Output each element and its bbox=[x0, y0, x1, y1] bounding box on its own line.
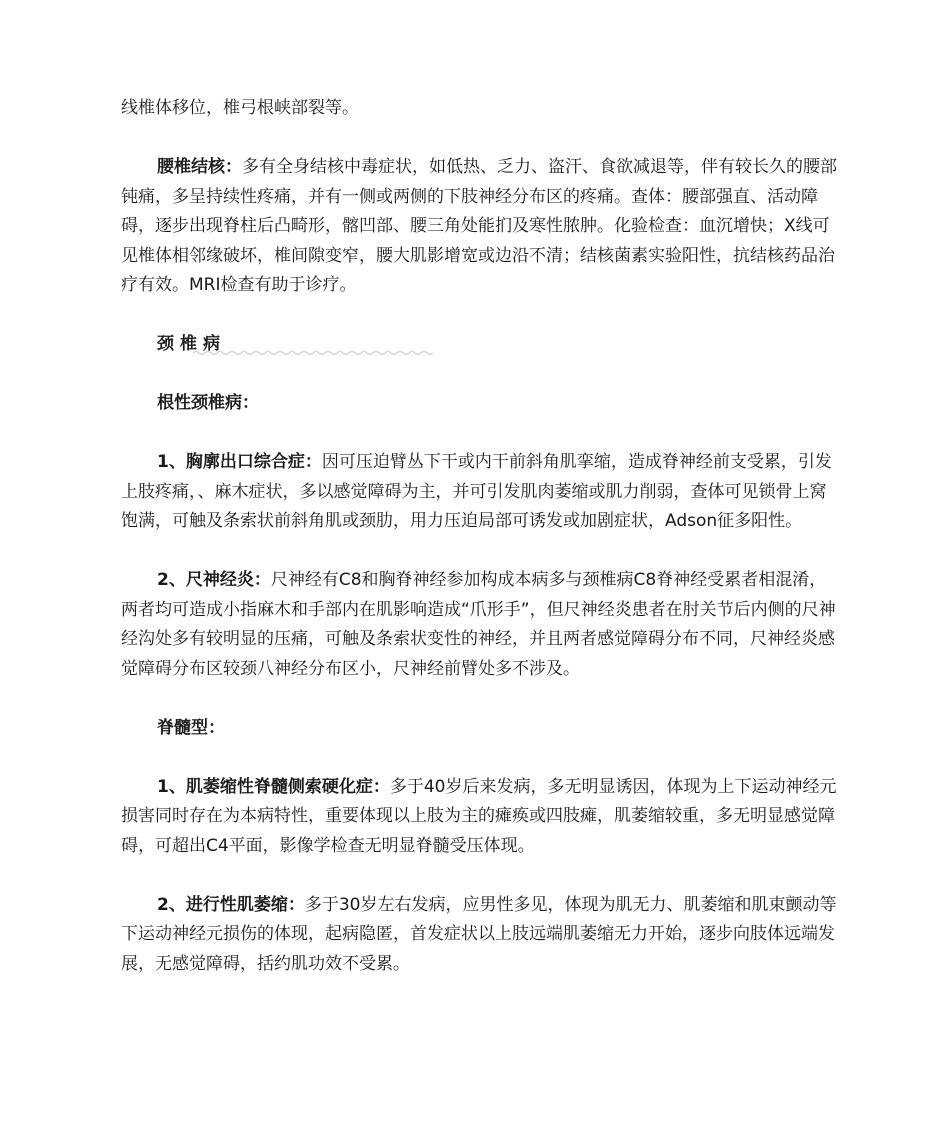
term-ulnar-neuritis: 2、尺神经炎： bbox=[157, 570, 271, 590]
heading-text: 颈椎病 bbox=[157, 334, 226, 354]
term-thoracic-outlet-syndrome: 1、胸廓出口综合症： bbox=[157, 452, 322, 472]
paragraph-text: 线椎体移位，椎弓根峡部裂等。 bbox=[121, 98, 359, 118]
section-heading-cervical-spondylosis bbox=[121, 330, 841, 360]
paragraph-ulnar-neuritis bbox=[121, 566, 841, 684]
paragraph-text: 因可压迫臂丛下干或内干前斜角肌挛缩，造成脊神经前支受累，引发上肢疼痛，、麻木症状，多以感觉障碍为主，并可引发肌肉萎缩或肌力削弱，查体可见锁骨上窝饱满，可触及条索状前斜角肌或颈肋，用力压迫局部可诱发或加剧症状，Adson征多阳性。 bbox=[121, 452, 832, 531]
paragraph-text: 多于30岁左右发病，应男性多见，体现为肌无力、肌萎缩和肌束颤动等下运动神经元损伤的体现，起病隐匿，首发症状以上肢远端肌萎缩无力开始，逐步向肢体远端发展，无感觉障碍，括约肌功效不受累。 bbox=[121, 894, 837, 974]
paragraph-als bbox=[121, 773, 841, 862]
term-als: 1、肌萎缩性脊髓侧索硬化症： bbox=[157, 776, 390, 797]
term-progressive-muscular-atrophy: 2、进行性肌萎缩： bbox=[157, 894, 305, 915]
paragraph-lumbar-tuberculosis bbox=[121, 153, 841, 301]
paragraph-text: 多有全身结核中毒症状，如低热、乏力、盗汗、食欲减退等，伴有较长久的腰部钝痛，多呈持续性疼痛，并有一侧或两侧的下肢神经分布区的疼痛。查体：腰部强直、活动障碍，逐步出现脊柱后凸畸形，髂凹部、腰三角处能扪及寒性脓肿。化验检查：血沉增快；X线可见椎体相邻缘破坏，椎间隙变窄，腰大肌影增宽或边沿不清；结核菌素实验阳性，抗结核药品治疗有效。MRI检查有助于诊疗。 bbox=[121, 157, 837, 295]
paragraph-text: 多于40岁后来发病，多无明显诱因，体现为上下运动神经元损害同时存在为本病特性，重要体现以上肢为主的瘫痪或四肢瘫，肌萎缩较重，多无明显感觉障碍，可超出C4平面，影像学检查无明显脊髓受压体现。 bbox=[121, 776, 837, 856]
paragraph-text: 尺神经有C8和胸脊神经参加构成本病多与颈椎病C8脊神经受累者相混淆，两者均可造成小指麻木和手部内在肌影响造成“爪形手”，但尺神经炎患者在肘关节后内侧的尺神经沟处多有较明显的压痛，可触及条索状变性的神经，并且两者感觉障碍分布不同，尺神经炎感觉障碍分布区较颈八神经分布区小，尺神经前臂处多不涉及。 bbox=[121, 570, 836, 679]
term-lumbar-tuberculosis: 腰椎结核： bbox=[157, 157, 242, 177]
paragraph-progressive-muscular-atrophy bbox=[121, 891, 841, 980]
heading-text: 脊髓型： bbox=[157, 717, 225, 738]
paragraph-spondylolisthesis-tail bbox=[121, 94, 841, 124]
spellcheck-squiggle bbox=[193, 350, 437, 356]
heading-text: 根性颈椎病： bbox=[157, 393, 259, 413]
document-body bbox=[121, 94, 841, 1009]
paragraph-thoracic-outlet-syndrome bbox=[121, 448, 841, 537]
subheading-radicular-type bbox=[121, 389, 841, 419]
subheading-myelopathy-type bbox=[121, 714, 841, 744]
